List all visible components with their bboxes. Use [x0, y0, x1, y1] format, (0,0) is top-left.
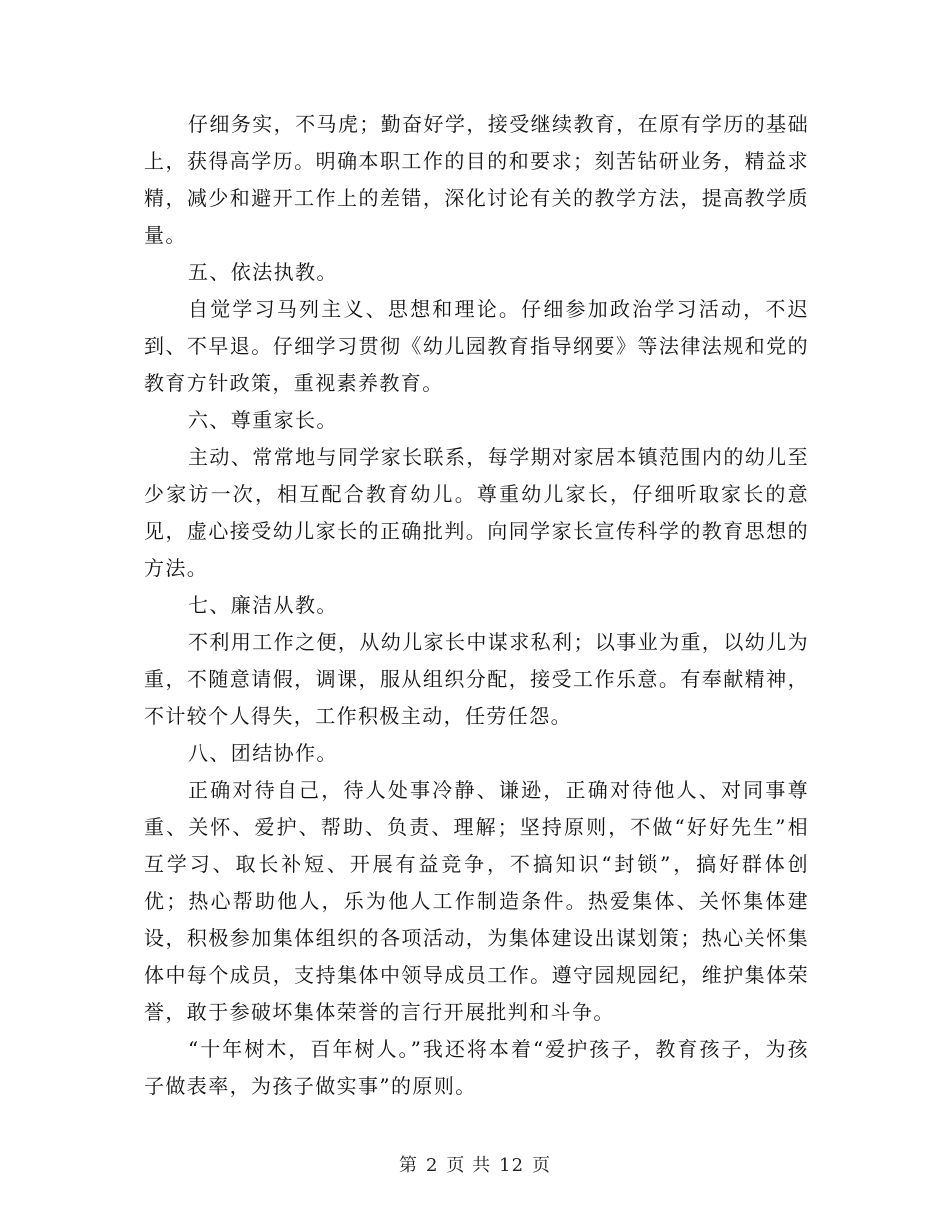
section-heading-8: 八、团结协作。 [188, 741, 338, 765]
section-heading-5: 五、依法执教。 [188, 260, 338, 284]
footer-middle: 页 共 [446, 1155, 492, 1176]
document-body [144, 106, 809, 1105]
page-footer [0, 1151, 950, 1177]
paragraph-parents: 主动、常常地与同学家长联系，每学期对家居本镇范围内的幼儿至少家访一次，相互配合教育幼儿。尊重幼儿家长，仔细听取家长的意见，虚心接受幼儿家长的正确批判。向同学家长宣传科学的教育思想的方法。 [144, 445, 809, 580]
section-heading-6: 六、尊重家长。 [188, 408, 338, 432]
paragraph-law: 自觉学习马列主义、思想和理论。仔细参加政治学习活动，不迟到、不早退。仔细学习贯彻《幼儿园教育指导纲要》等法律法规和党的教育方针政策，重视素养教育。 [144, 297, 809, 395]
paragraph-integrity: 不利用工作之便，从幼儿家长中谋求私利；以事业为重，以幼儿为重，不随意请假，调课，服从组织分配，接受工作乐意。有奉献精神，不计较个人得失，工作积极主动，任劳任怨。 [144, 630, 809, 728]
footer-total-pages: 12 [499, 1155, 525, 1176]
paragraph-closing: “十年树木，百年树人。”我还将本着“爱护孩子，教育孩子，为孩子做表率，为孩子做实事”的原则。 [144, 1037, 809, 1098]
section-heading-7: 七、廉洁从教。 [188, 593, 338, 617]
footer-page-number: 2 [425, 1155, 439, 1176]
footer-suffix: 页 [532, 1155, 552, 1176]
paragraph-teamwork: 正确对待自己，待人处事冷静、谦逊，正确对待他人、对同事尊重、关怀、爱护、帮助、负责、理解；坚持原则，不做“好好先生”相互学习、取长补短、开展有益竞争，不搞知识“封锁”，搞好群体创优；热心帮助他人，乐为他人工作制造条件。热爱集体、关怀集体建设，积极参加集体组织的各项活动，为集体建设出谋划策；热心关怀集体中每个成员，支持集体中领导成员工作。遵守园规园纪，维护集体荣誉，敢于参破坏集体荣誉的言行开展批判和斗争。 [144, 778, 809, 1024]
footer-prefix: 第 [398, 1155, 418, 1176]
paragraph-diligence: 仔细务实，不马虎；勤奋好学，接受继续教育，在原有学历的基础上，获得高学历。明确本职工作的目的和要求；刻苦钻研业务，精益求精，减少和避开工作上的差错，深化讨论有关的教学方法，提高教学质量。 [144, 112, 809, 247]
